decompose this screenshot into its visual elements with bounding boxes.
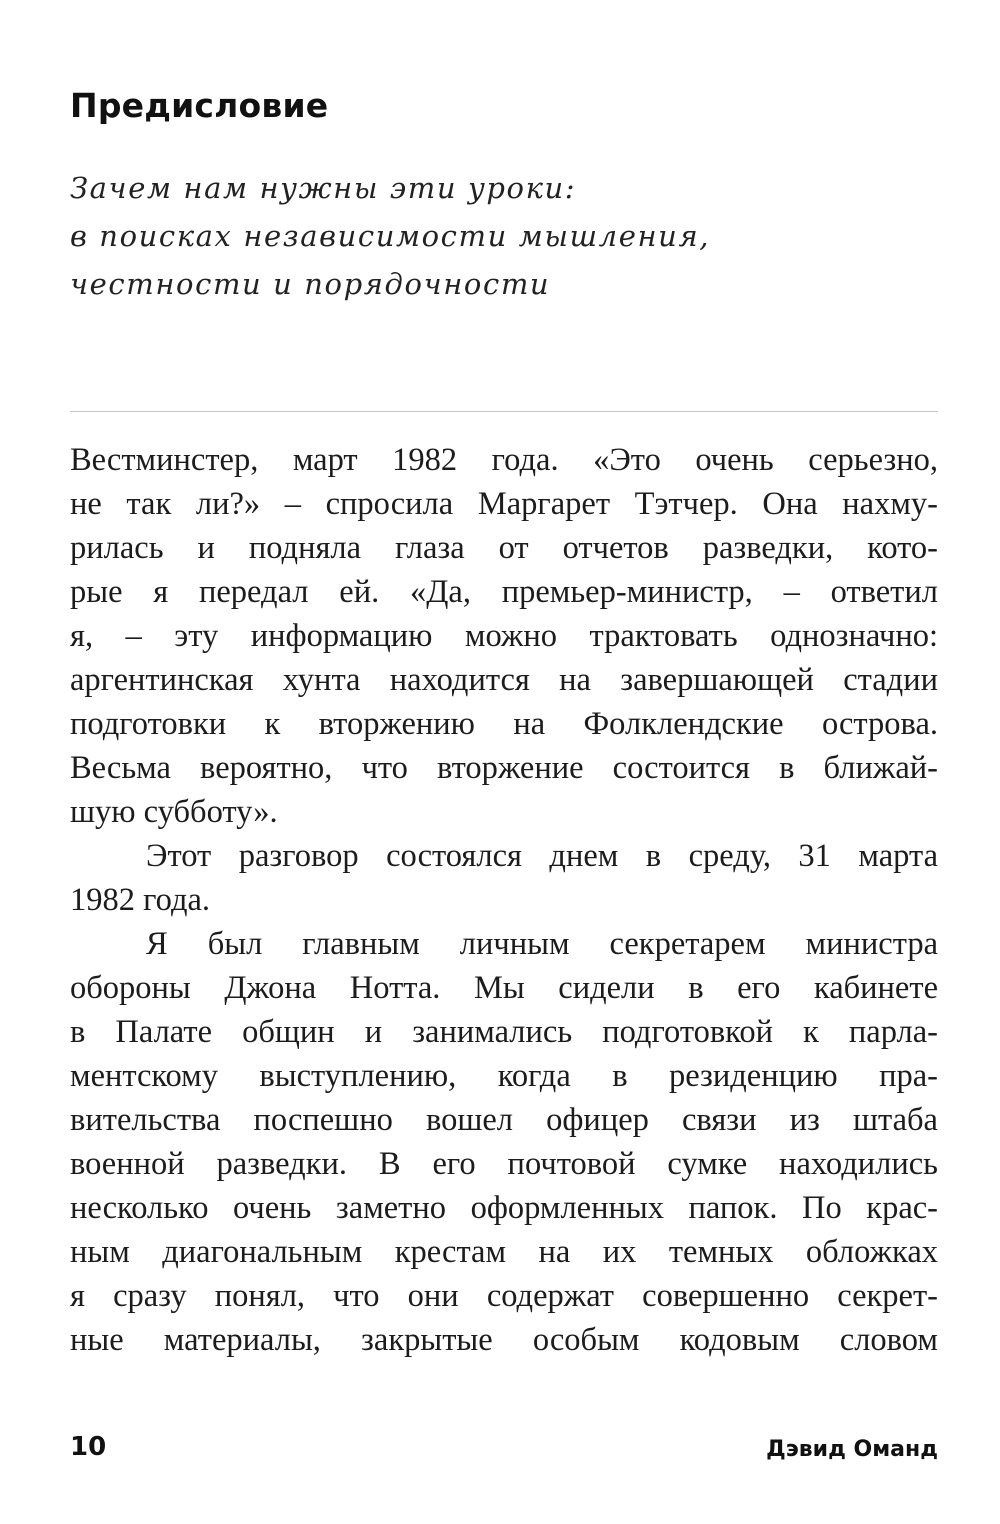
text-line: 1982 года. xyxy=(70,882,211,918)
subtitle-line: в поисках независимости мышления, xyxy=(70,219,711,253)
page-number: 10 xyxy=(70,1432,107,1462)
body-text xyxy=(70,438,938,1362)
chapter-subtitle xyxy=(70,164,930,308)
text-line: я сразу понял, что они содержат совершенно секрет- xyxy=(70,1278,938,1314)
subtitle-line: честности и порядочности xyxy=(70,267,551,301)
text-line: в Палате общин и занимались подготовкой к парла- xyxy=(70,1014,938,1050)
text-line: Весьма вероятно, что вторжение состоится в ближай- xyxy=(70,750,938,786)
running-footer-author: Дэвид Оманд xyxy=(766,1437,938,1462)
text-line: ным диагональным крестам на их темных обложках xyxy=(70,1234,938,1270)
text-line: несколько очень заметно оформленных папок. По крас- xyxy=(70,1190,938,1226)
text-line: Вестминстер, март 1982 года. «Это очень серьезно, xyxy=(70,442,938,478)
subtitle-line: Зачем нам нужны эти уроки: xyxy=(70,171,577,205)
text-line: обороны Джона Нотта. Мы сидели в его кабинете xyxy=(70,970,938,1006)
text-line: шую субботу». xyxy=(70,794,278,830)
text-line: подготовки к вторжению на Фолклендские острова. xyxy=(70,706,938,742)
chapter-title: Предисловие xyxy=(70,86,329,125)
text-line: рилась и подняла глаза от отчетов разведки, кото- xyxy=(70,530,938,566)
text-line: я, – эту информацию можно трактовать однозначно: xyxy=(70,618,938,654)
section-divider xyxy=(70,411,938,412)
text-line: вительства поспешно вошел офицер связи из штаба xyxy=(70,1102,938,1138)
text-line: ментскому выступлению, когда в резиденцию пра- xyxy=(70,1058,938,1094)
text-line: военной разведки. В его почтовой сумке находились xyxy=(70,1146,938,1182)
text-line: ные материалы, закрытые особым кодовым словом xyxy=(70,1322,938,1358)
text-line: не так ли?» – спросила Маргарет Тэтчер. Она нахму- xyxy=(70,486,938,522)
text-line: рые я передал ей. «Да, премьер-министр, – ответил xyxy=(70,574,938,610)
text-line: Я был главным личным секретарем министра xyxy=(146,926,938,962)
text-line: аргентинская хунта находится на завершающей стадии xyxy=(70,662,938,698)
text-line: Этот разговор состоялся днем в среду, 31 марта xyxy=(146,838,938,874)
